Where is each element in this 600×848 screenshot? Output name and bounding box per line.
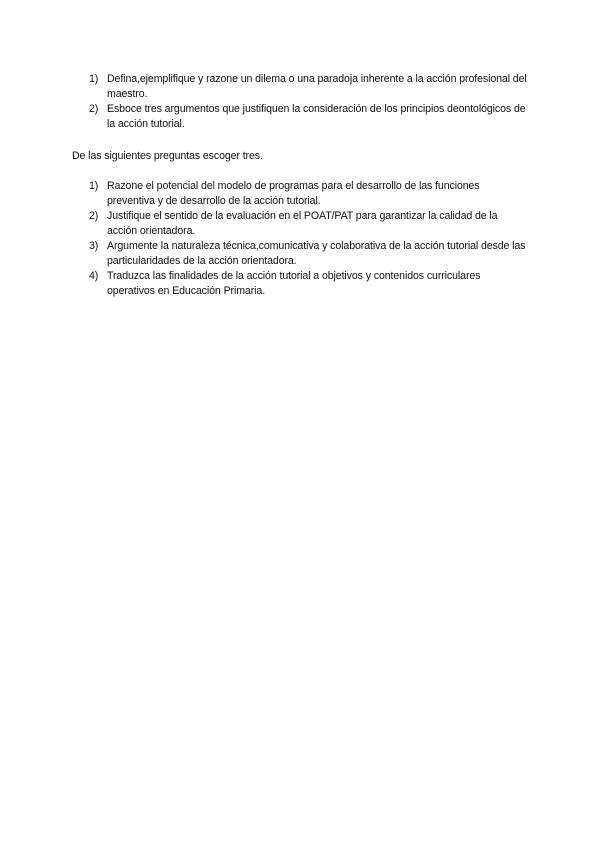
list-item — [0, 102, 527, 132]
question-list-required — [0, 72, 600, 132]
item-number: 4) — [89, 270, 99, 282]
item-number: 2) — [89, 103, 99, 115]
item-text: Traduzca las finalidades de la acción tutorial a objetivos y contenidos curriculares operativos en Educación Primaria. — [107, 270, 481, 297]
item-text: Razone el potencial del modelo de programas para el desarrollo de las funciones preventiva y de desarrollo de la acción tutorial. — [107, 180, 480, 207]
list-item — [0, 179, 527, 209]
item-number: 1) — [89, 180, 99, 192]
item-text: Defina,ejemplifique y razone un dilema o una paradoja inherente a la acción profesional del maestro. — [107, 73, 527, 100]
list-item — [0, 209, 527, 239]
list-item — [0, 72, 527, 102]
item-text: Justifique el sentido de la evaluación en el POAT/PAT para garantizar la calidad de la acción orientadora. — [107, 210, 498, 237]
item-text: Argumente la naturaleza técnica,comunicativa y colaborativa de la acción tutorial desde las particularidades de la acción orientadora. — [107, 240, 526, 267]
item-number: 2) — [89, 210, 99, 222]
item-number: 3) — [89, 240, 99, 252]
list-item — [0, 269, 527, 299]
item-number: 1) — [89, 73, 99, 85]
instruction-text: De las siguientes preguntas escoger tres. — [72, 150, 263, 162]
item-text: Esboce tres argumentos que justifiquen la consideración de los principios deontológicos de la acción tutorial. — [107, 103, 526, 130]
question-list-optional — [0, 179, 600, 299]
list-item — [0, 239, 527, 269]
